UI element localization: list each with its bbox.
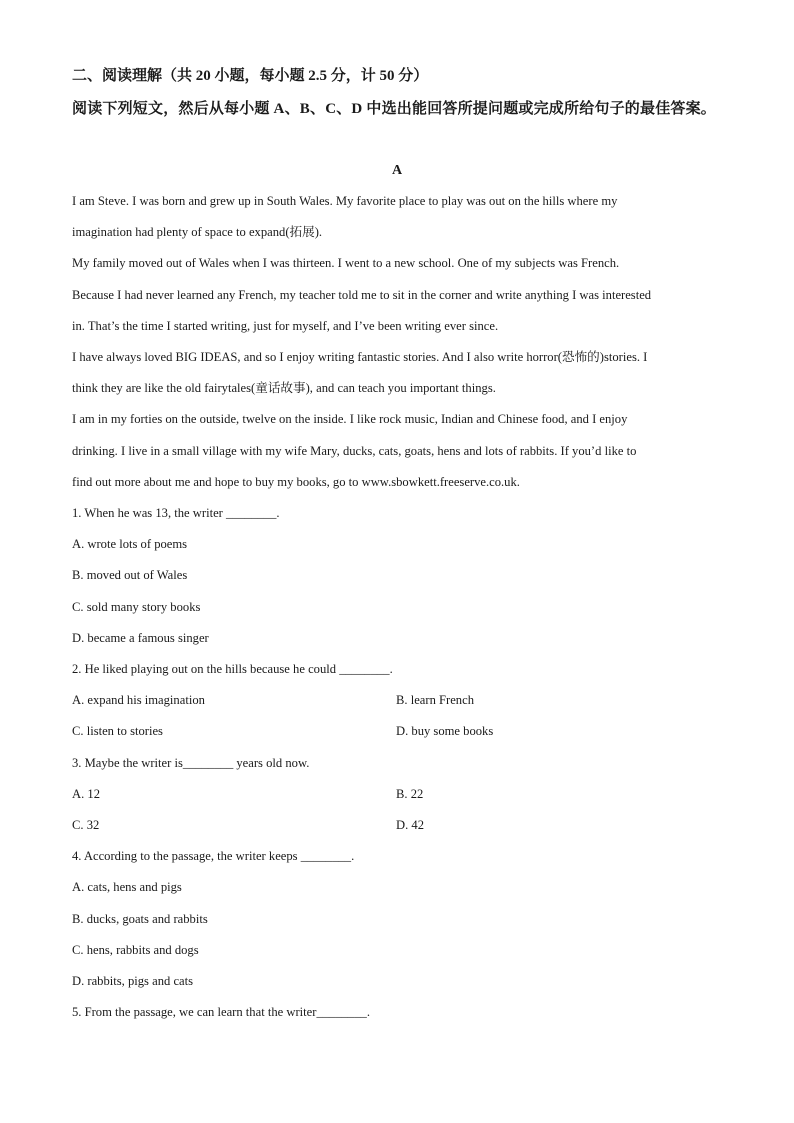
question-stem: 3. Maybe the writer is________ years old now.: [72, 756, 310, 770]
question-option: C. hens, rabbits and dogs: [72, 943, 199, 957]
question-option: A. 12: [72, 787, 100, 801]
passage-line: I am in my forties on the outside, twelve on the inside. I like rock music, Indian and Chinese food, and I enjoy: [72, 412, 628, 426]
passage-line: My family moved out of Wales when I was thirteen. I went to a new school. One of my subjects was French.: [72, 256, 620, 270]
passage-label: A: [391, 163, 403, 178]
question-option: C. sold many story books: [72, 600, 201, 614]
passage-line: think they are like the old fairytales(童话故事), and can teach you important things.: [72, 381, 496, 395]
question-option: D. buy some books: [396, 724, 494, 738]
section-title: 二、阅读理解（共 20 小题，每小题 2.5 分，计 50 分）: [72, 68, 429, 84]
passage-line: I have always loved BIG IDEAS, and so I enjoy writing fantastic stories. And I also write horror(恐怖的)stories. I: [72, 350, 648, 364]
question-option: A. expand his imagination: [72, 693, 205, 707]
question-option: D. 42: [396, 818, 424, 832]
question-option: C. 32: [72, 818, 100, 832]
passage-line: imagination had plenty of space to expand(拓展).: [72, 225, 323, 239]
passage-line: I am Steve. I was born and grew up in South Wales. My favorite place to play was out on the hills where my: [72, 194, 618, 208]
question-stem: 5. From the passage, we can learn that the writer________.: [72, 1005, 370, 1019]
passage-line: drinking. I live in a small village with my wife Mary, ducks, cats, goats, hens and lots of rabbits. If you’d like to: [72, 444, 637, 458]
question-option: B. 22: [396, 787, 424, 801]
question-option: A. wrote lots of poems: [72, 537, 188, 551]
question-option: D. became a famous singer: [72, 631, 209, 645]
passage-line: find out more about me and hope to buy my books, go to www.sbowkett.freeserve.co.uk.: [72, 475, 520, 489]
question-stem: 2. He liked playing out on the hills because he could ________.: [72, 662, 393, 676]
question-option: B. moved out of Wales: [72, 568, 188, 582]
passage-line: in. That’s the time I started writing, just for myself, and I’ve been writing ever since.: [72, 319, 499, 333]
question-option: D. rabbits, pigs and cats: [72, 974, 194, 988]
question-option: B. ducks, goats and rabbits: [72, 912, 208, 926]
question-stem: 4. According to the passage, the writer keeps ________.: [72, 849, 355, 863]
instructions: 阅读下列短文，然后从每小题 A、B、C、D 中选出能回答所提问题或完成所给句子的最佳答案。: [72, 101, 717, 117]
question-option: C. listen to stories: [72, 724, 163, 738]
question-option: A. cats, hens and pigs: [72, 880, 182, 894]
question-option: B. learn French: [396, 693, 474, 707]
passage-line: Because I had never learned any French, my teacher told me to sit in the corner and write anything I was interested: [72, 288, 652, 302]
question-stem: 1. When he was 13, the writer ________.: [72, 506, 280, 520]
